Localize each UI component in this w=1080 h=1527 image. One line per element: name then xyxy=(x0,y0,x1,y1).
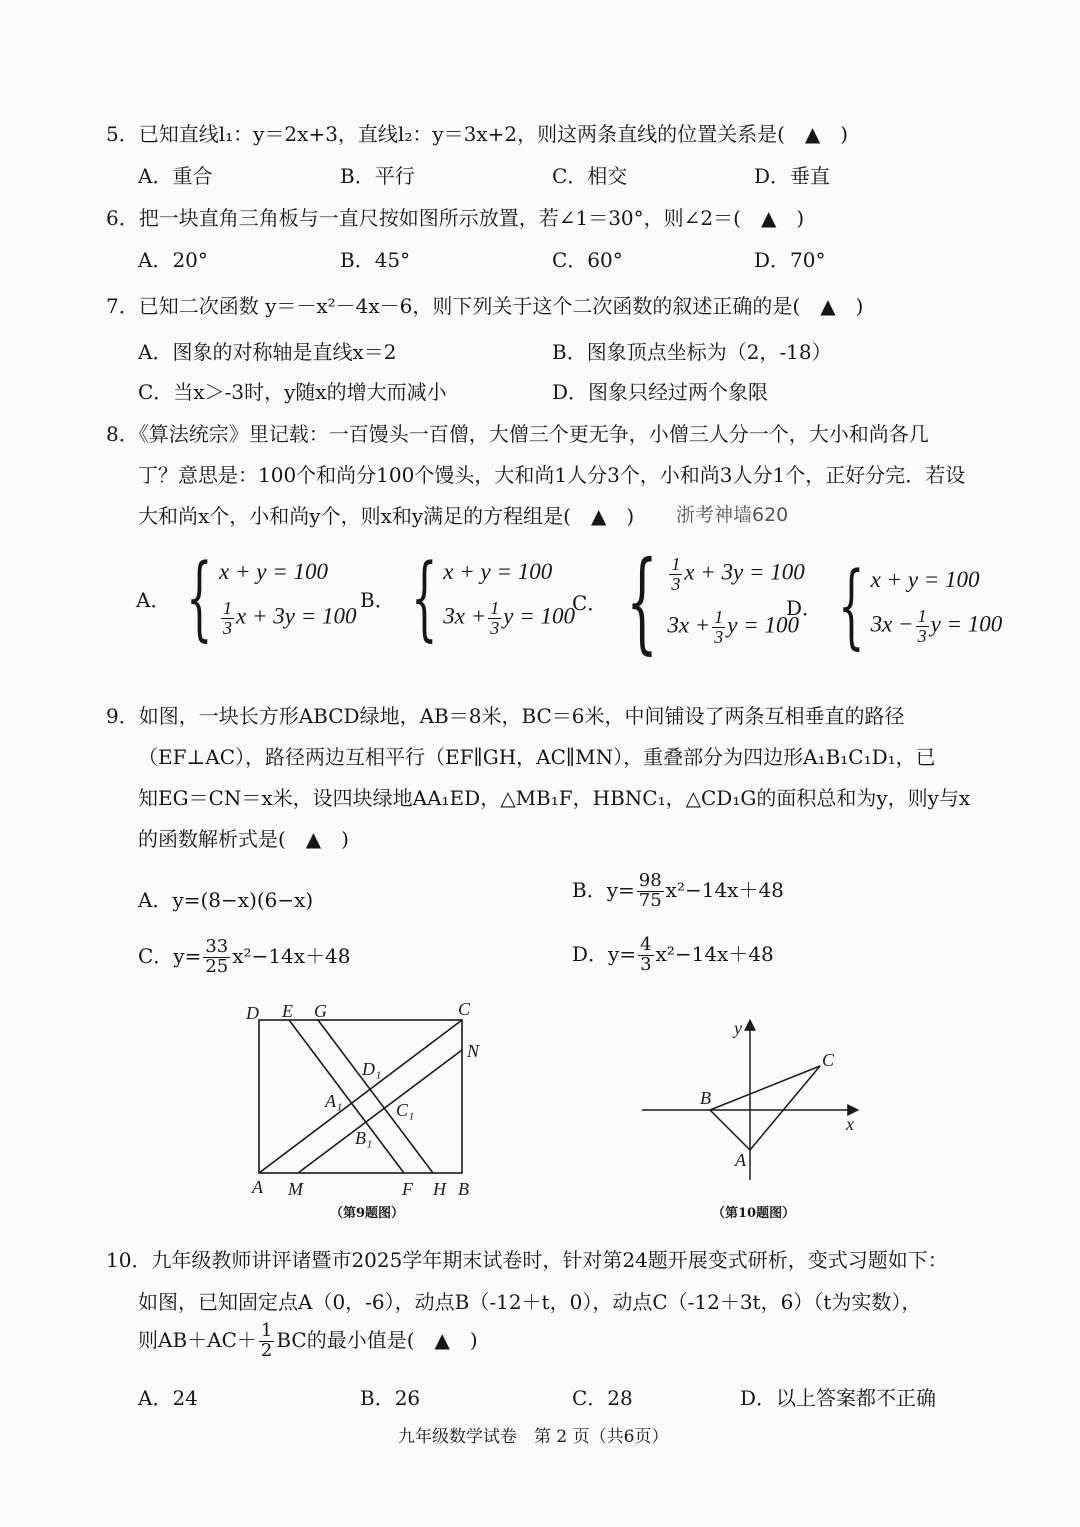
q10-option-d: D．以上答案都不正确 xyxy=(740,1386,937,1410)
label-c: C xyxy=(458,999,471,1019)
q9-line4: 的函数解析式是( ▲ ) xyxy=(138,827,349,851)
q10-option-b: B．26 xyxy=(360,1386,421,1410)
figure-9 xyxy=(240,995,500,1225)
q5-option-d: D．垂直 xyxy=(754,164,831,188)
q9-line3: 知EG＝CN＝x米，设四块绿地AA₁ED，△MB₁F，HBNC₁，△CD₁G的面积总和为y，则y与x xyxy=(138,786,971,810)
q9-c-pre: C．y= xyxy=(138,943,202,968)
q8-line2: 丁？意思是：100个和尚分100个馒头，大和尚1人分3个，小和尚3人分1个，正好分完．若设 xyxy=(138,463,966,487)
q8-option-a xyxy=(136,544,357,651)
q8-c-eq1-rest: x + 3y = 100 xyxy=(684,559,805,585)
q6-option-a: A．20° xyxy=(138,248,208,272)
q10-option-c: C．28 xyxy=(572,1386,633,1410)
frac-den: 3 xyxy=(223,617,232,638)
q7-stem: 7．已知二次函数 y＝－x²－4x－6，则下列关于这个二次函数的叙述正确的是( ▲ ) xyxy=(106,294,864,318)
q6-option-b: B．45° xyxy=(340,248,411,272)
brace-icon: { xyxy=(626,537,659,665)
frac-num: 1 xyxy=(223,597,232,618)
q8-c-eq2 xyxy=(667,608,804,647)
q10-line3-pre: 则AB＋AC＋ xyxy=(138,1327,257,1352)
label-a: A xyxy=(252,1177,263,1197)
frac-den: 2 xyxy=(260,1339,273,1361)
label-d: D xyxy=(246,1003,259,1023)
figure-10-caption: （第10题图） xyxy=(712,1206,796,1221)
frac-num: 1 xyxy=(260,1320,273,1341)
brace-icon: { xyxy=(838,552,865,659)
q8-b-eq2 xyxy=(443,599,575,638)
triangle-abc xyxy=(710,1066,820,1150)
q7-option-b: B．图象顶点坐标为（2，-18） xyxy=(552,340,832,364)
q5-option-a: A．重合 xyxy=(138,164,213,188)
q8-d-eq2-rest: y = 100 xyxy=(930,611,1003,637)
q10-option-a: A．24 xyxy=(138,1386,198,1410)
q8-b-eq2-pre: 3x + xyxy=(443,603,487,629)
brace-icon: { xyxy=(410,544,438,651)
q8-b-eq1: x + y = 100 xyxy=(443,558,553,584)
q10-line3-rest: BC的最小值是( ▲ ) xyxy=(276,1327,478,1352)
q8-option-d xyxy=(786,552,1003,659)
frac-den: 3 xyxy=(640,953,652,975)
q6-option-d: D．70° xyxy=(754,248,826,272)
frac-den: 3 xyxy=(917,625,927,646)
q9-option-c xyxy=(138,938,351,977)
q8-option-b-label: B． xyxy=(360,587,395,612)
label-a: A xyxy=(735,1150,746,1170)
q10-line1: 10．九年级教师讲评诸暨市2025学年期末试卷时，针对第24题开展变式研析，变式习题如下： xyxy=(106,1248,948,1272)
label-n: N xyxy=(467,1041,480,1061)
q9-c-rest: x²−14x＋48 xyxy=(232,943,351,968)
q7-option-a: A．图象的对称轴是直线x＝2 xyxy=(138,340,397,364)
label-x: x xyxy=(846,1114,854,1134)
q9-option-d xyxy=(572,936,774,975)
q9-option-b xyxy=(572,872,784,911)
page-footer: 九年级数学试卷 第 2 页（共6页） xyxy=(398,1427,669,1447)
label-b1: B₁ xyxy=(355,1128,373,1148)
line-ef xyxy=(289,1020,404,1173)
label-a1: A₁ xyxy=(325,1091,343,1111)
q9-line1: 9．如图，一块长方形ABCD绿地，AB＝8米，BC＝6米，中间铺设了两条互相垂直的路径 xyxy=(106,704,905,728)
q6-option-c: C．60° xyxy=(552,248,623,272)
q7-option-d: D．图象只经过两个象限 xyxy=(552,380,769,404)
q9-option-a: A．y=(8−x)(6−x) xyxy=(138,888,314,912)
q9-line2: （EF⊥AC），路径两边互相平行（EF∥GH，AC∥MN），重叠部分为四边形A₁B₁C₁D₁，已 xyxy=(138,745,936,769)
q8-option-c-label: C． xyxy=(572,590,608,615)
q5-option-c: C．相交 xyxy=(552,164,628,188)
label-y: y xyxy=(734,1018,742,1038)
q9-d-pre: D．y= xyxy=(572,941,637,966)
label-b: B xyxy=(700,1088,711,1108)
label-c: C xyxy=(822,1050,835,1070)
label-c1: C₁ xyxy=(396,1100,415,1120)
q8-a-eq1: x + y = 100 xyxy=(219,558,328,584)
q9-b-pre: B．y= xyxy=(572,877,635,902)
q8-c-eq2-rest: y = 100 xyxy=(727,612,800,638)
q8-watermark: 浙考神墙620 xyxy=(676,504,789,526)
frac-num: 1 xyxy=(671,554,681,575)
q8-option-c xyxy=(572,537,805,665)
label-d1: D₁ xyxy=(362,1059,382,1079)
q9-b-rest: x²−14x＋48 xyxy=(665,877,784,902)
q8-d-eq1: x + y = 100 xyxy=(870,566,980,592)
q10-line2: 如图，已知固定点A（0，-6），动点B（-12＋t，0），动点C（-12＋3t，6）（t为实数）， xyxy=(138,1290,922,1314)
frac-den: 3 xyxy=(490,617,500,638)
q6-stem: 6．把一块直角三角板与一直尺按如图所示放置，若∠1＝30°，则∠2＝( ▲ ) xyxy=(106,206,805,230)
label-f: F xyxy=(402,1179,413,1199)
q8-b-eq2-rest: y = 100 xyxy=(503,603,575,629)
q5-option-b: B．平行 xyxy=(340,164,415,188)
label-h: H xyxy=(433,1179,446,1199)
q8-option-b xyxy=(360,544,575,651)
label-g: G xyxy=(314,1001,327,1021)
frac-num: 1 xyxy=(917,605,927,626)
frac-num: 33 xyxy=(205,936,229,957)
q9-d-rest: x²−14x＋48 xyxy=(655,941,774,966)
brace-icon: { xyxy=(186,544,213,651)
label-m: M xyxy=(288,1179,303,1199)
label-e: E xyxy=(282,1001,293,1021)
q8-line3: 大和尚x个，小和尚y个，则x和y满足的方程组是( ▲ ) xyxy=(138,504,635,528)
frac-den: 3 xyxy=(714,626,724,647)
label-b: B xyxy=(458,1179,469,1199)
frac-num: 1 xyxy=(714,607,724,627)
q8-option-a-label: A． xyxy=(136,587,171,612)
line-ac xyxy=(259,1020,462,1173)
figure-9-caption: （第9题图） xyxy=(330,1206,405,1221)
frac-den: 75 xyxy=(638,889,662,911)
q8-line1: 8．《算法统宗》里记载：一百馒头一百僧，大僧三个更无争，小僧三人分一个，大小和尚各几 xyxy=(106,422,929,446)
frac-num: 1 xyxy=(490,597,500,618)
frac-num: 98 xyxy=(638,870,662,891)
frac-den: 25 xyxy=(205,955,229,977)
frac-den: 3 xyxy=(671,574,681,595)
figure-10 xyxy=(630,1010,870,1200)
frac-num: 4 xyxy=(640,934,652,955)
q8-d-eq2-pre: 3x − xyxy=(870,611,914,637)
q8-c-eq2-pre: 3x + xyxy=(667,612,711,638)
q8-a-eq2-rest: x + 3y = 100 xyxy=(236,603,357,629)
q8-a-eq2 xyxy=(219,599,356,638)
q5-stem: 5．已知直线l₁：y＝2x+3，直线l₂：y＝3x+2，则这两条直线的位置关系是( ▲ ) xyxy=(106,122,849,146)
q8-option-d-label: D． xyxy=(786,595,823,620)
q8-d-eq2 xyxy=(871,607,1003,646)
q8-c-eq1 xyxy=(667,555,804,594)
q7-option-c: C．当x＞-3时，y随x的增大而减小 xyxy=(138,380,447,404)
q10-line3 xyxy=(138,1322,478,1361)
